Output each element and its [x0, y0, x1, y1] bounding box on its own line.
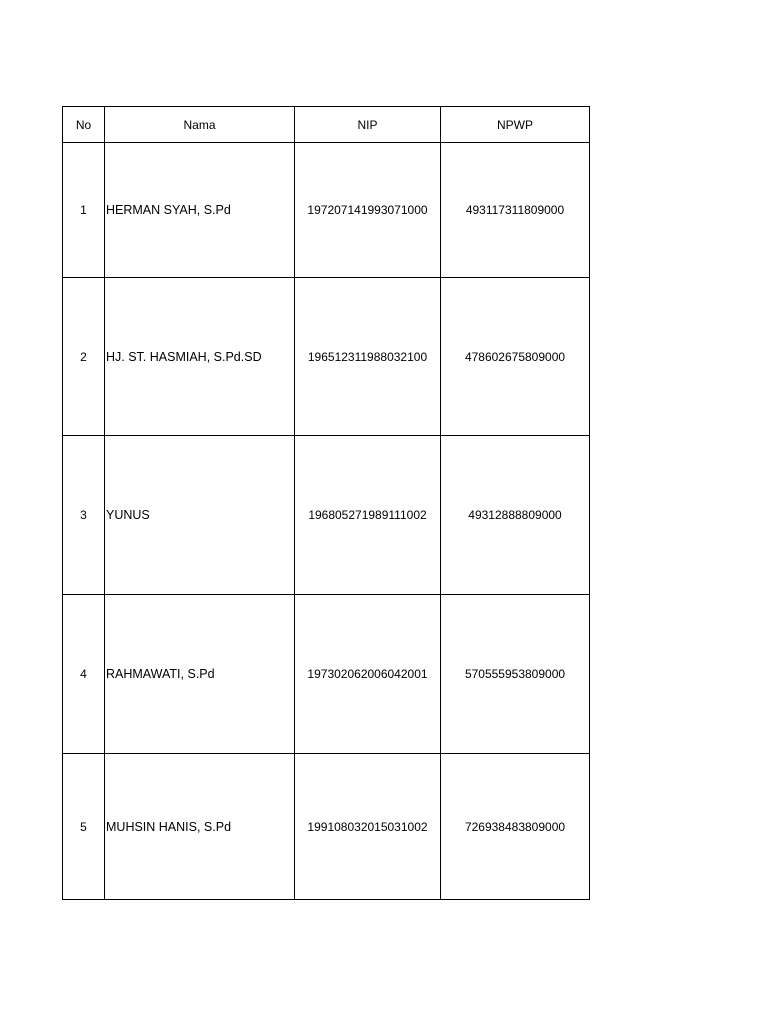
header-no: No [63, 107, 105, 143]
cell-npwp: 493117311809000 [441, 143, 590, 278]
cell-nip: 196512311988032100 [295, 278, 441, 436]
spreadsheet-page [62, 106, 590, 900]
cell-npwp: 726938483809000 [441, 754, 590, 900]
cell-nama: MUHSIN HANIS, S.Pd [105, 754, 295, 900]
cell-no: 5 [63, 754, 105, 900]
cell-nama: RAHMAWATI, S.Pd [105, 595, 295, 754]
table-row [63, 143, 590, 278]
header-npwp: NPWP [441, 107, 590, 143]
table-row [63, 436, 590, 595]
cell-nama: HERMAN SYAH, S.Pd [105, 143, 295, 278]
cell-nip: 199108032015031002 [295, 754, 441, 900]
header-row [63, 107, 590, 143]
cell-nip: 197207141993071000 [295, 143, 441, 278]
table-row [63, 595, 590, 754]
cell-no: 3 [63, 436, 105, 595]
cell-no: 2 [63, 278, 105, 436]
cell-nama: YUNUS [105, 436, 295, 595]
cell-npwp: 478602675809000 [441, 278, 590, 436]
table-row [63, 754, 590, 900]
cell-no: 4 [63, 595, 105, 754]
cell-nip: 196805271989111002 [295, 436, 441, 595]
cell-npwp: 570555953809000 [441, 595, 590, 754]
employee-table [62, 106, 590, 900]
header-nip: NIP [295, 107, 441, 143]
cell-nip: 197302062006042001 [295, 595, 441, 754]
header-nama: Nama [105, 107, 295, 143]
table-row [63, 278, 590, 436]
cell-no: 1 [63, 143, 105, 278]
cell-npwp: 49312888809000 [441, 436, 590, 595]
cell-nama: HJ. ST. HASMIAH, S.Pd.SD [105, 278, 295, 436]
